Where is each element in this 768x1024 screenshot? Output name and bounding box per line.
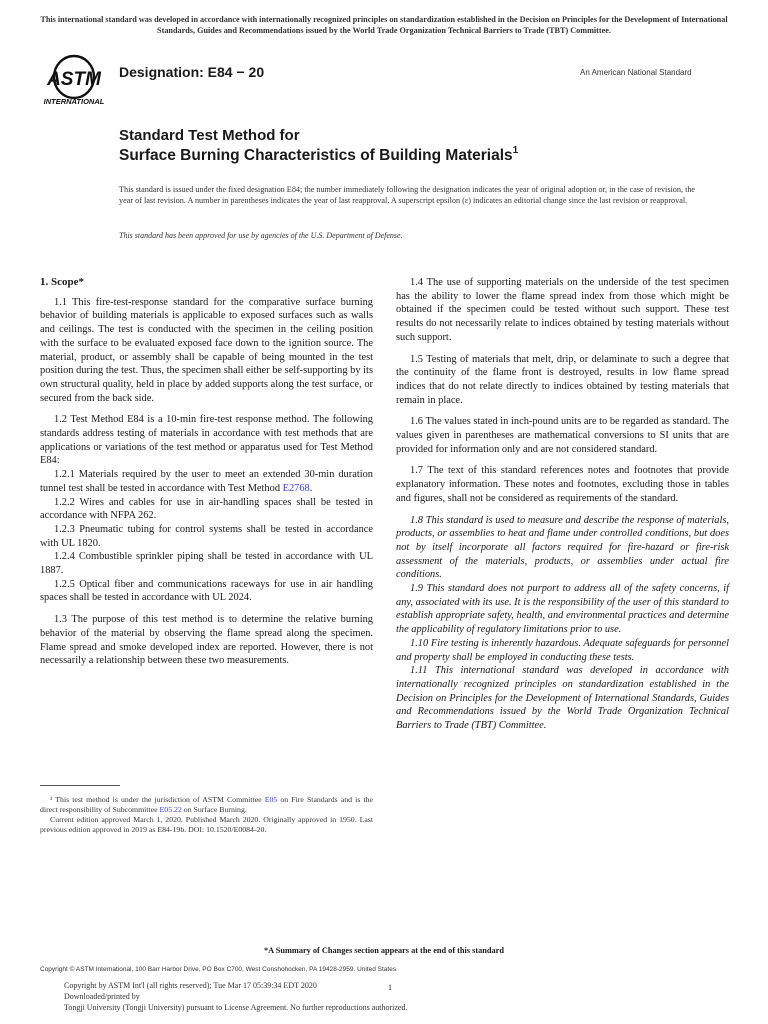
section-1-9: 1.9 This standard does not purport to address all of the safety concerns, if any, associated with its use. It is the responsibility of the user of this standard to establish appropriate safety, health, and environmental practices and determine the applicability of regulatory limitations prior to use. xyxy=(396,583,729,636)
download-line3: Tongji University (Tongji University) pursuant to License Agreement. No further reproductions authorized. xyxy=(64,1003,408,1012)
section-1-11: 1.11 This international standard was developed in accordance with internationally recognized principles on standardization established in the Decision on Principles for the Development of International Standards, Guides and Recommendations issued by the World Trade Organization Technical Barriers to Trade (TBT) Committee. xyxy=(396,665,729,732)
section-1-2-2: 1.2.2 Wires and cables for use in air-handling spaces shall be tested in accordance with NFPA 262. xyxy=(40,496,373,522)
footnote-edition: Current edition approved March 1, 2020. Published March 2020. Originally approved in 1950. Last previous edition approved in 2019 as E84-19b. DOI: 10.1520/E0084-20. xyxy=(40,815,373,834)
e05-link[interactable]: E05 xyxy=(264,795,278,804)
section-1-2-4: 1.2.4 Combustible sprinkler piping shall be tested in accordance with UL 1887. xyxy=(40,551,373,577)
section-1-4: 1.4 The use of supporting materials on the underside of the test specimen has the ability to lower the flame spread index from those which might be obtained if the specimen could be tested without such support. These test results do not necessarily relate to indices obtained by testing materials without such support. xyxy=(396,277,729,343)
title-text: Surface Burning Characteristics of Building Materials xyxy=(119,147,513,164)
section-1-3: 1.3 The purpose of this test method is to determine the relative burning behavior of the material by observing the flame spread along the specimen. Flame spread and smoke developed index are reported. However, there is not necessarily a relationship between these two measurements. xyxy=(40,614,373,667)
title-footnote-mark: 1 xyxy=(512,145,519,156)
section-1-2-3: 1.2.3 Pneumatic tubing for control systems shall be tested in accordance with UL 1820. xyxy=(40,523,373,549)
section-1-8: 1.8 This standard is used to measure and describe the response of materials, products, or assemblies to heat and flame under controlled conditions, but does not by itself incorporate all factors required for fire-hazard or fire-risk assessment of the materials, products, or assemblies under actual fire conditions. xyxy=(396,514,729,581)
issued-notice: This standard is issued under the fixed designation E84; the number immediately following the designation indicates the year of original adoption or, in the case of revision, the year of last revision. A number in parentheses indicates the year of last reapproval. A superscript epsilon (ε) indicates an editorial change since the last revision or reapproval. xyxy=(119,185,696,206)
section-1-1: 1.1 This fire-test-response standard for the comparative surface burning behavior of building materials is applicable to exposed surfaces such as walls and ceilings. The test is conducted with the specimen in the ceiling position with the surface to be evaluated exposed face down to the ignition source. The material, product, or assembly shall be capable of being mounted in the test position during the test. Thus, the specimen shall either be self-supporting by its own structural quality, held in place by added supports along the test surface, or secured from the back side. xyxy=(40,296,373,404)
left-column xyxy=(40,276,373,668)
american-national-standard: An American National Standard xyxy=(580,68,692,77)
e2768-link[interactable]: E2768 xyxy=(282,482,310,494)
logo-text: ASTM xyxy=(47,69,101,90)
section-1-7: 1.7 The text of this standard references notes and footnotes that provide explanatory information. These notes and footnotes, excluding those in tables and figures, shall not be considered as requirements of the standard. xyxy=(396,465,729,504)
section-1-2: 1.2 Test Method E84 is a 10-min fire-test response method. The following standards address testing of materials in accordance with test methods that are applications or variations of the test method or apparatus used for Test Method E84: xyxy=(40,414,373,467)
title-line2 xyxy=(119,147,518,165)
astm-logo xyxy=(36,54,112,106)
section-1-2-1-text: 1.2.1 Materials required by the user to meet an extended 30-min duration tunnel test shall be tested in accordance with Test Method xyxy=(40,469,373,494)
download-notice xyxy=(64,980,407,1013)
footnote xyxy=(40,795,373,835)
download-line2: Downloaded/printed by xyxy=(64,992,140,1001)
section-1-2-5: 1.2.5 Optical fiber and communications raceways for use in air handling spaces shall be tested in accordance with UL 2024. xyxy=(40,578,373,604)
dod-approval: This standard has been approved for use by agencies of the U.S. Department of Defense. xyxy=(119,231,403,240)
footnote-1-text: ¹ This test method is under the jurisdiction of ASTM Committee xyxy=(50,795,265,804)
section-1-10: 1.10 Fire testing is inherently hazardous. Adequate safeguards for personnel and property shall be employed in conducting these tests. xyxy=(396,637,729,663)
section-1-5: 1.5 Testing of materials that melt, drip, or delaminate to such a degree that the continuity of the flame front is destroyed, results in low flame spread indices that do not relate directly to indices obtained by testing materials that remain in place. xyxy=(396,353,729,406)
e05-22-link[interactable]: E05.22 xyxy=(159,805,182,814)
designation: Designation: E84 − 20 xyxy=(119,64,265,80)
section-1-2-1-end: . xyxy=(309,482,313,494)
right-column xyxy=(396,276,729,733)
footnote-1-text-2: on Fire Standards and is the direct responsibility of Subcommittee xyxy=(40,795,373,814)
title-line1: Standard Test Method for xyxy=(119,127,300,144)
copyright-line: Copyright © ASTM International, 100 Barr Harbor Drive, PO Box C700, West Conshohocken, PA 19428-2959. United States xyxy=(40,966,397,973)
footnote-1 xyxy=(40,795,373,815)
section-1-2-1 xyxy=(40,468,373,495)
page-number: 1 xyxy=(388,983,392,992)
scope-heading: 1. Scope* xyxy=(40,276,84,288)
footnote-rule xyxy=(40,785,120,786)
section-1-6: 1.6 The values stated in inch-pound units are to be regarded as standard. The values given in parentheses are mathematical conversions to SI units that are provided for information only and are not considered standard. xyxy=(396,416,729,455)
download-line1: Copyright by ASTM Int'l (all rights reserved); Tue Mar 17 05:39:34 EDT 2020 xyxy=(64,981,317,990)
footnote-1-text-3: on Surface Burning. xyxy=(181,805,247,814)
summary-note: *A Summary of Changes section appears at the end of this standard xyxy=(264,946,504,955)
logo-subtext: INTERNATIONAL xyxy=(43,97,105,106)
top-notice: This international standard was developed in accordance with internationally recognized principles on standardization established in the Decision on Principles for the Development of International Standards, Guides and Recommendations issued by the World Trade Organization Technical Barriers to Trade (TBT) Committee. xyxy=(40,15,728,35)
